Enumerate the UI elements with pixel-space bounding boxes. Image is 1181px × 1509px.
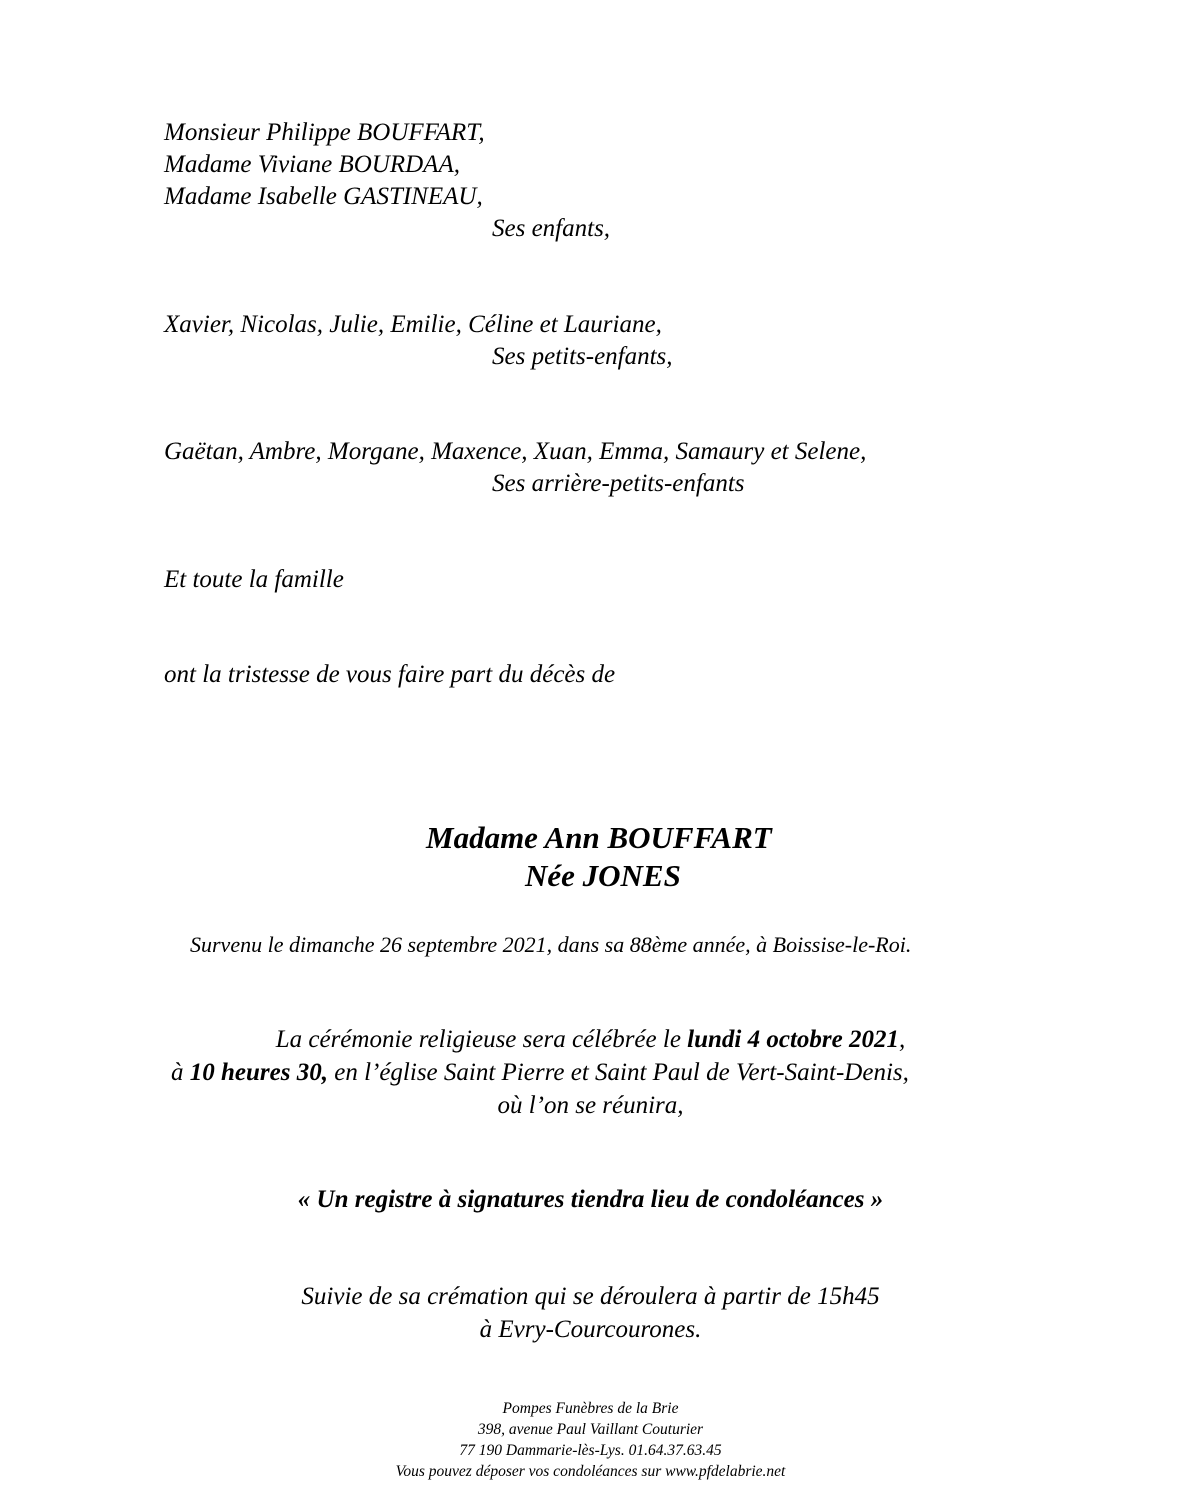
ceremony-at: à — [171, 1059, 190, 1086]
grandchildren-label: Ses petits-enfants, — [492, 343, 673, 370]
cremation-line-1: Suivie de sa crémation qui se déroulera à partir de 15h45 — [301, 1283, 880, 1310]
footer-city-phone: 77 190 Dammarie-lès-Lys. 01.64.37.63.45 — [459, 1442, 722, 1459]
ceremony-line-2 — [171, 1060, 909, 1085]
footer-condolences: Vous pouvez déposer vos condoléances sur www.pfdelabrie.net — [395, 1463, 786, 1480]
grandchildren-names: Xavier, Nicolas, Julie, Emilie, Céline et Lauriane, — [164, 311, 662, 338]
cremation-line-2: à Evry-Courcourones. — [479, 1316, 702, 1343]
deceased-name: Madame Ann BOUFFART — [426, 820, 772, 855]
ceremony-date: lundi 4 octobre 2021 — [687, 1026, 899, 1053]
children-label: Ses enfants, — [492, 215, 611, 242]
child-name-2: Madame Viviane BOURDAA, — [164, 151, 460, 178]
great-grandchildren-names: Gaëtan, Ambre, Morgane, Maxence, Xuan, Emma, Samaury et Selene, — [164, 438, 867, 465]
ceremony-time: 10 heures 30, — [189, 1059, 328, 1086]
child-name-1: Monsieur Philippe BOUFFART, — [164, 119, 485, 146]
register-note: « Un registre à signatures tiendra lieu de condoléances » — [297, 1186, 884, 1213]
great-grandchildren-label: Ses arrière-petits-enfants — [492, 470, 745, 497]
announcement: ont la tristesse de vous faire part du décès de — [164, 661, 616, 688]
deceased-maiden-name: Née JONES — [525, 858, 681, 893]
death-notice: Survenu le dimanche 26 septembre 2021, dans sa 88ème année, à Boissise-le-Roi. — [190, 932, 912, 957]
ceremony-line-1 — [0, 1027, 1181, 1052]
footer-company: Pompes Funèbres de la Brie — [502, 1400, 679, 1417]
family-line: Et toute la famille — [164, 566, 344, 593]
ceremony-line-3: où l’on se réunira, — [497, 1092, 684, 1119]
footer-address: 398, avenue Paul Vaillant Couturier — [477, 1421, 704, 1438]
ceremony-location: en l’église Saint Pierre et Saint Paul de Vert-Saint-Denis, — [327, 1059, 909, 1086]
ceremony-date-comma: , — [899, 1026, 906, 1053]
ceremony-intro: La cérémonie religieuse sera célébrée le — [275, 1026, 688, 1053]
child-name-3: Madame Isabelle GASTINEAU, — [164, 183, 483, 210]
